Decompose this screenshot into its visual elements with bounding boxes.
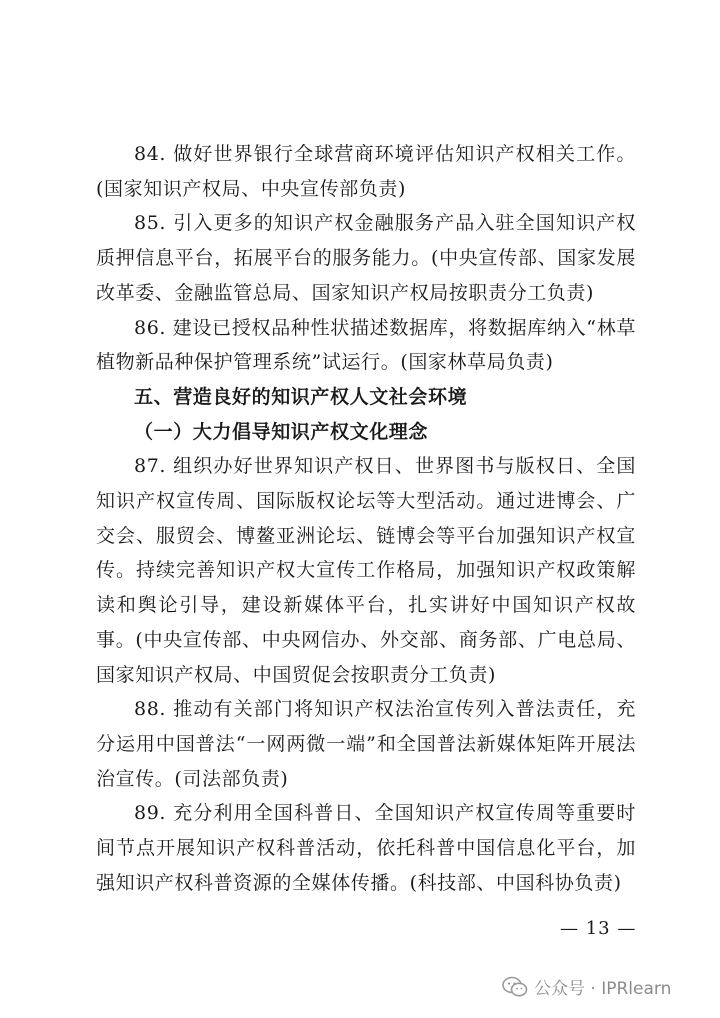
watermark	[502, 974, 671, 999]
subsection-heading: （一）大力倡导知识产权文化理念	[134, 420, 429, 443]
page-number: — 13 —	[560, 918, 637, 939]
item-85: 85. 引入更多的知识产权金融服务产品入驻全国知识产权质押信息平台，拓展平台的服务能力。(中央宣传部、国家发展改革委、金融监管总局、国家知识产权局按职责分工负责)	[96, 212, 636, 304]
item-87: 87. 组织办好世界知识产权日、世界图书与版权日、全国知识产权宣传周、国际版权论坛等大型活动。通过进博会、广交会、服贸会、博鳌亚洲论坛、链博会等平台加强知识产权宣传。持续完善知识产权大宣传工作格局，加强知识产权政策解读和舆论引导，建设新媒体平台，扎实讲好中国知识产权故事。(中央宣传部、中央网信办、外交部、商务部、广电总局、国家知识产权局、中国贸促会按职责分工负责)	[96, 455, 636, 686]
document-body	[96, 137, 636, 900]
section-heading: 五、营造良好的知识产权人文社会环境	[134, 385, 468, 408]
watermark-text: 公众号 · IPRlearn	[534, 979, 672, 999]
item-84: 84. 做好世界银行全球营商环境评估知识产权相关工作。(国家知识产权局、中央宣传部负责)	[96, 143, 636, 200]
item-86: 86. 建设已授权品种性状描述数据库，将数据库纳入“林草植物新品种保护管理系统”试运行。(国家林草局负责)	[96, 316, 636, 374]
item-89: 89. 充分利用全国科普日、全国知识产权宣传周等重要时间节点开展知识产权科普活动，依托科普中国信息化平台，加强知识产权科普资源的全媒体传播。(科技部、中国科协负责)	[96, 802, 636, 894]
wechat-icon	[502, 976, 528, 998]
item-88: 88. 推动有关部门将知识产权法治宣传列入普法责任，充分运用中国普法“一网两微一端”和全国普法新媒体矩阵开展法治宣传。(司法部负责)	[96, 698, 636, 790]
